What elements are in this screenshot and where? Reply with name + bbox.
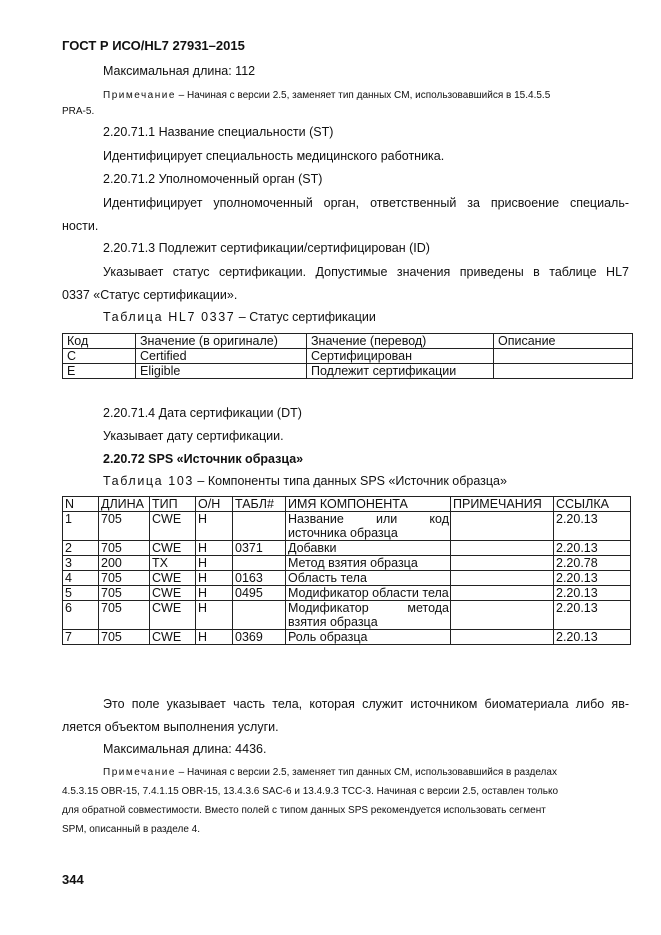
table-cell: 2 (63, 541, 99, 556)
table-cell: Роль образца (286, 630, 451, 645)
page-number: 344 (62, 872, 84, 887)
note-label: Примечание (103, 90, 176, 101)
table-cell: CWE (150, 586, 196, 601)
table-row (63, 556, 631, 571)
table-cell: 5 (63, 586, 99, 601)
table-row (63, 364, 633, 379)
document-header: ГОСТ Р ИСО/HL7 27931–2015 (62, 38, 245, 53)
table-cell: 705 (99, 512, 150, 541)
note-2-line-1 (103, 767, 557, 778)
table-cell: 705 (99, 630, 150, 645)
section-title-2-20-71-3: 2.20.71.3 Подлежит сертификации/сертифицирован (ID) (103, 241, 430, 255)
table-cell: 1 (63, 512, 99, 541)
table-cell (233, 556, 286, 571)
table-2-caption (103, 474, 507, 488)
table-cell: CWE (150, 601, 196, 630)
note-2-line-4: SPM, описанный в разделе 4. (62, 824, 200, 835)
table-cell: 0371 (233, 541, 286, 556)
table-cell: C (63, 349, 136, 364)
table-1-caption-label: Таблица HL7 0337 (103, 310, 236, 324)
header-cell: ТАБЛ# (233, 497, 286, 512)
note-1-line-2: PRA-5. (62, 106, 95, 117)
table-cell: CWE (150, 630, 196, 645)
max-length-4436: Максимальная длина: 4436. (103, 742, 267, 756)
table-1-caption (103, 310, 376, 324)
table-cell: Н (196, 512, 233, 541)
max-length-112: Максимальная длина: 112 (103, 64, 256, 78)
table-cell: 2.20.13 (554, 541, 631, 556)
table-cell: 2.20.13 (554, 630, 631, 645)
certification-status-table (62, 333, 633, 379)
table-cell: Метод взятия образца (286, 556, 451, 571)
table-cell: Область тела (286, 571, 451, 586)
header-cell: ПРИМЕЧАНИЯ (451, 497, 554, 512)
table-cell: Сертифицирован (307, 349, 494, 364)
table-cell: Н (196, 601, 233, 630)
table-row (63, 512, 631, 541)
table-cell: 200 (99, 556, 150, 571)
header-cell: ИМЯ КОМПОНЕНТА (286, 497, 451, 512)
section-body-2-20-71-4: Указывает дату сертификации. (103, 429, 284, 443)
table-cell: 7 (63, 630, 99, 645)
table-cell: 2.20.13 (554, 571, 631, 586)
section-title-2-20-71-4: 2.20.71.4 Дата сертификации (DT) (103, 406, 302, 420)
table-cell: Название или код источника образца (286, 512, 451, 541)
header-cell: ТИП (150, 497, 196, 512)
table-cell: 2.20.78 (554, 556, 631, 571)
table-cell (233, 601, 286, 630)
table-2-caption-label: Таблица 103 (103, 474, 194, 488)
table-cell: Н (196, 586, 233, 601)
paragraph-after-line-2: ляется объектом выполнения услуги. (62, 720, 279, 734)
section-body-2-20-71-1: Идентифицирует специальность медицинского работника. (103, 149, 445, 163)
table-cell: Добавки (286, 541, 451, 556)
table-header-row (63, 334, 633, 349)
table-cell: 705 (99, 586, 150, 601)
table-cell: CWE (150, 512, 196, 541)
section-body-2-20-71-2-line-2: ности. (62, 219, 99, 233)
header-cell: Описание (494, 334, 633, 349)
table-cell: 705 (99, 601, 150, 630)
header-cell: О/Н (196, 497, 233, 512)
header-cell: N (63, 497, 99, 512)
table-cell: 2.20.13 (554, 601, 631, 630)
section-body-2-20-71-3-line-2: 0337 «Статус сертификации». (62, 288, 238, 302)
note-1-line-1 (103, 90, 550, 101)
table-cell: 0369 (233, 630, 286, 645)
table-cell: Н (196, 556, 233, 571)
table-2-caption-text: – Компоненты типа данных SPS «Источник образца» (193, 474, 507, 488)
table-cell: Модификатор метода взятия образца (286, 601, 451, 630)
header-cell: Значение (в оригинале) (136, 334, 307, 349)
table-cell: 4 (63, 571, 99, 586)
table-cell: CWE (150, 571, 196, 586)
table-cell (451, 630, 554, 645)
sps-components-table (62, 496, 631, 645)
table-header-row (63, 497, 631, 512)
header-cell: ДЛИНА (99, 497, 150, 512)
table-cell: CWE (150, 541, 196, 556)
section-title-2-20-71-1: 2.20.71.1 Название специальности (ST) (103, 125, 334, 139)
table-cell: 3 (63, 556, 99, 571)
table-cell: Н (196, 541, 233, 556)
table-row (63, 630, 631, 645)
table-row (63, 349, 633, 364)
table-cell: TX (150, 556, 196, 571)
table-cell: Подлежит сертификации (307, 364, 494, 379)
table-1-caption-text: – Статус сертификации (235, 310, 376, 324)
table-cell (451, 556, 554, 571)
note-label: Примечание (103, 767, 176, 778)
table-cell: 2.20.13 (554, 586, 631, 601)
table-cell: Eligible (136, 364, 307, 379)
note-2-line-3: для обратной совместимости. Вместо полей с типом данных SPS рекомендуется использовать сегмент (62, 805, 546, 816)
table-cell: Certified (136, 349, 307, 364)
table-cell: E (63, 364, 136, 379)
header-cell: ССЫЛКА (554, 497, 631, 512)
table-cell (494, 349, 633, 364)
table-cell: 2.20.13 (554, 512, 631, 541)
table-cell (451, 512, 554, 541)
table-cell: Н (196, 571, 233, 586)
table-cell: Модификатор области тела (286, 586, 451, 601)
table-row (63, 601, 631, 630)
table-cell (451, 571, 554, 586)
table-row (63, 586, 631, 601)
note-2-text: – Начиная с версии 2.5, заменяет тип данных CM, использовавшийся в разделах (175, 767, 557, 778)
header-cell: Значение (перевод) (307, 334, 494, 349)
table-cell: 6 (63, 601, 99, 630)
section-title-2-20-71-2: 2.20.71.2 Уполномоченный орган (ST) (103, 172, 323, 186)
table-cell (451, 601, 554, 630)
table-cell: 0163 (233, 571, 286, 586)
section-body-2-20-71-2-line-1: Идентифицирует уполномоченный орган, ответственный за присвоение специаль- (103, 196, 629, 210)
section-title-2-20-72: 2.20.72 SPS «Источник образца» (103, 452, 304, 466)
table-cell (494, 364, 633, 379)
table-cell: 705 (99, 541, 150, 556)
paragraph-after-line-1: Это поле указывает часть тела, которая служит источником биоматериала либо яв- (103, 697, 629, 711)
table-row (63, 541, 631, 556)
header-cell: Код (63, 334, 136, 349)
table-cell: Н (196, 630, 233, 645)
table-row (63, 571, 631, 586)
note-1-text: – Начиная с версии 2.5, заменяет тип данных CM, использовавшийся в 15.4.5.5 (175, 90, 551, 101)
table-cell: 705 (99, 571, 150, 586)
table-cell (451, 541, 554, 556)
note-2-line-2: 4.5.3.15 OBR-15, 7.4.1.15 OBR-15, 13.4.3.6 SAC-6 и 13.4.9.3 TCC-3. Начиная с версии 2.5, оставлен только (62, 786, 559, 797)
table-cell (233, 512, 286, 541)
table-cell (451, 586, 554, 601)
section-body-2-20-71-3-line-1: Указывает статус сертификации. Допустимые значения приведены в таблице HL7 (103, 265, 629, 279)
table-cell: 0495 (233, 586, 286, 601)
